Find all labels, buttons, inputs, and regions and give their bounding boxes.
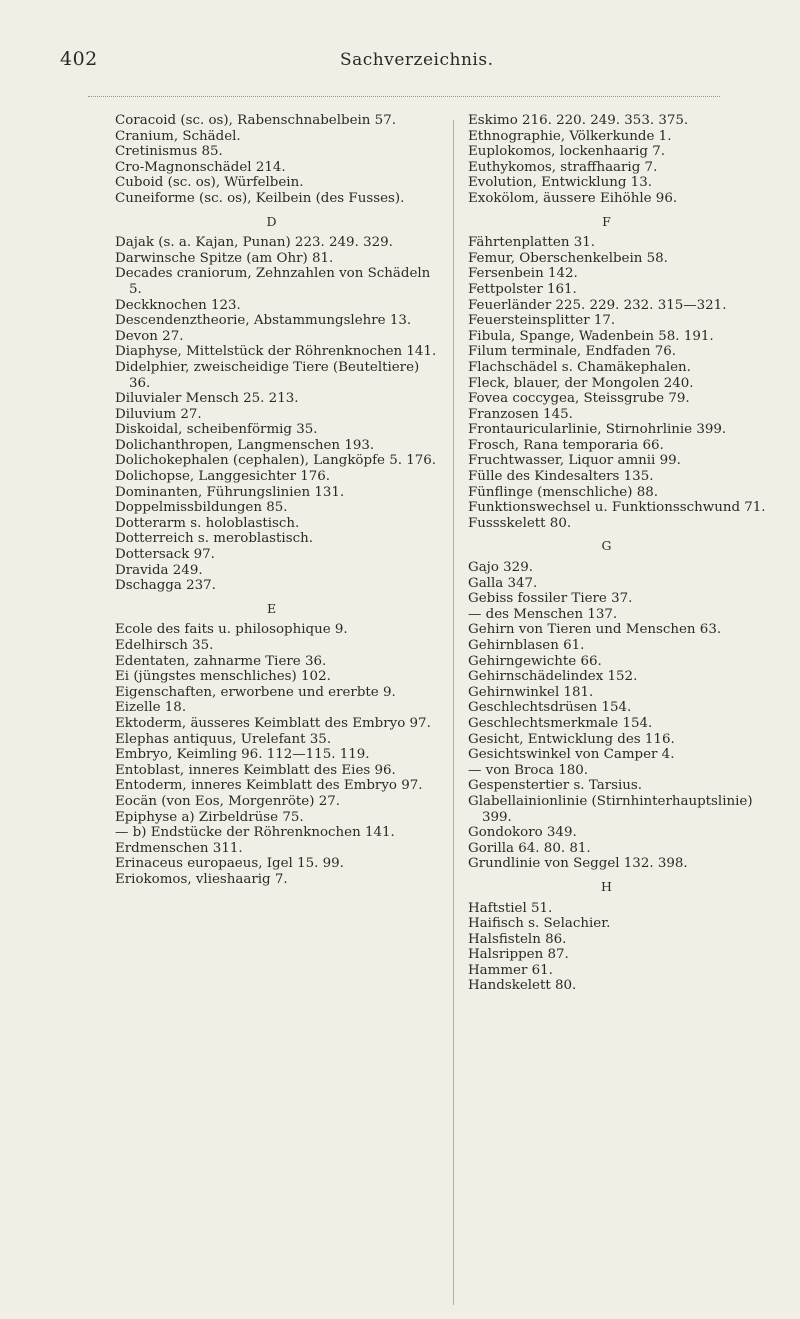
index-entry: Feuerländer 225. 229. 232. 315—321. xyxy=(468,297,727,313)
index-entry: Gehirnwinkel 181. xyxy=(468,684,594,700)
index-entry: Cretinismus 85. xyxy=(115,144,223,160)
index-entry: Cranium, Schädel. xyxy=(115,128,241,144)
left-column xyxy=(115,113,437,888)
entry-group xyxy=(115,235,437,594)
index-entry: Entoblast, inneres Keimblatt des Eies 96. xyxy=(115,762,396,778)
index-entry: Dottersack 97. xyxy=(115,547,215,563)
index-entry: Fleck, blauer, der Mongolen 240. xyxy=(468,375,694,391)
index-entry: Fussskelett 80. xyxy=(468,515,572,531)
index-entry: Geschlechtsmerkmale 154. xyxy=(468,715,653,731)
index-entry: Haftstiel 51. xyxy=(468,900,553,916)
index-entry: Darwinsche Spitze (am Ohr) 81. xyxy=(115,250,334,266)
index-entry: Doppelmissbildungen 85. xyxy=(115,500,288,516)
index-entry: Gehirn von Tieren und Menschen 63. xyxy=(468,622,722,638)
index-entry: Ektoderm, äusseres Keimblatt des Embryo 97. xyxy=(115,715,431,731)
index-entry: Cro-Magnonschädel 214. xyxy=(115,159,286,175)
index-entry: Cuboid (sc. os), Würfelbein. xyxy=(115,175,304,191)
index-entry: Coracoid (sc. os), Rabenschnabelbein 57. xyxy=(115,113,396,128)
index-entry: Hammer 61. xyxy=(468,962,553,978)
index-entry: Fülle des Kindesalters 135. xyxy=(468,469,654,485)
entry-group xyxy=(115,622,437,887)
index-entry: — b) Endstücke der Röhrenknochen 141. xyxy=(115,825,395,841)
index-entry: Handskelett 80. xyxy=(468,978,577,994)
index-entry: Grundlinie von Seggel 132. 398. xyxy=(468,856,688,872)
index-entry: Halsfisteln 86. xyxy=(468,931,567,947)
index-entry: Galla 347. xyxy=(468,575,538,591)
index-entry: Flachschädel s. Chamäkephalen. xyxy=(468,359,691,375)
index-entry: Halsrippen 87. xyxy=(468,947,569,963)
index-entry: Diluvialer Mensch 25. 213. xyxy=(115,391,299,407)
index-entry: Exokölom, äussere Eihöhle 96. xyxy=(468,190,678,206)
index-entry: Fettpolster 161. xyxy=(468,281,577,297)
index-entry: Descendenztheorie, Abstammungslehre 13. xyxy=(115,313,412,329)
index-entry: Feuersteinsplitter 17. xyxy=(468,313,616,329)
index-entry: Fersenbein 142. xyxy=(468,266,578,282)
index-entry: Ecole des faits u. philosophique 9. xyxy=(115,622,348,638)
index-entry: Edentaten, zahnarme Tiere 36. xyxy=(115,653,327,669)
index-entry: Fovea coccygea, Steissgrube 79. xyxy=(468,391,690,407)
entry-group xyxy=(468,113,786,207)
index-entry: Epiphyse a) Zirbeldrüse 75. xyxy=(115,809,304,825)
entry-group xyxy=(468,901,786,995)
index-entry: Diluvium 27. xyxy=(115,406,202,422)
index-entry: Dolichanthropen, Langmenschen 193. xyxy=(115,437,375,453)
entry-group xyxy=(468,235,786,531)
index-entry: Fruchtwasser, Liquor amnii 99. xyxy=(468,453,681,469)
index-entry: Glabellainionlinie (Stirnhinterhauptslinie) 399. xyxy=(468,793,753,825)
entry-group xyxy=(115,113,437,207)
index-entry: Dravida 249. xyxy=(115,562,203,578)
index-entry: Erdmenschen 311. xyxy=(115,840,243,856)
index-entry: Eizelle 18. xyxy=(115,700,187,716)
letter-heading-d: D xyxy=(266,213,278,229)
index-entry: Deckknochen 123. xyxy=(115,297,241,313)
index-entry: Devon 27. xyxy=(115,328,184,344)
index-entry: Femur, Oberschenkelbein 58. xyxy=(468,250,668,266)
index-entry: Dominanten, Führungslinien 131. xyxy=(115,484,345,500)
column-divider xyxy=(453,120,454,1305)
index-entry: Eskimo 216. 220. 249. 353. 375. xyxy=(468,113,689,128)
index-entry: Euthykomos, straffhaarig 7. xyxy=(468,159,658,175)
index-entry: Gondokoro 349. xyxy=(468,825,577,841)
index-entry: Haifisch s. Selachier. xyxy=(468,916,611,932)
index-entry: Funktionswechsel u. Funktionsschwund 71. xyxy=(468,500,766,516)
index-entry: Geschlechtsdrüsen 154. xyxy=(468,700,632,716)
index-entry: Ei (jüngstes menschliches) 102. xyxy=(115,669,331,685)
index-entry: Diskoidal, scheibenförmig 35. xyxy=(115,422,318,438)
index-entry: Fährtenplatten 31. xyxy=(468,235,596,251)
index-entry: Filum terminale, Endfaden 76. xyxy=(468,344,677,360)
index-entry: Gebiss fossiler Tiere 37. xyxy=(468,591,633,607)
letter-heading-f: F xyxy=(602,213,612,229)
index-entry: Gesichtswinkel von Camper 4. xyxy=(468,747,675,763)
index-entry: Gehirngewichte 66. xyxy=(468,653,602,669)
entry-group xyxy=(468,560,786,872)
index-entry: Frosch, Rana temporaria 66. xyxy=(468,437,664,453)
index-entry: — des Menschen 137. xyxy=(468,606,618,622)
page-number: 402 xyxy=(60,48,98,70)
index-entry: Fibula, Spange, Wadenbein 58. 191. xyxy=(468,328,714,344)
index-entry: Evolution, Entwicklung 13. xyxy=(468,175,652,191)
index-entry: Eriokomos, vlieshaarig 7. xyxy=(115,871,288,887)
index-entry: Elephas antiquus, Urelefant 35. xyxy=(115,731,332,747)
letter-heading-h: H xyxy=(601,878,613,894)
running-head: Sachverzeichnis. xyxy=(340,50,494,70)
index-entry: Edelhirsch 35. xyxy=(115,638,214,653)
letter-heading-g: G xyxy=(601,538,613,554)
index-entry: Eocän (von Eos, Morgenröte) 27. xyxy=(115,793,340,809)
right-column xyxy=(468,113,786,994)
index-entry: Diaphyse, Mittelstück der Röhrenknochen 141. xyxy=(115,344,437,360)
index-entry: Dotterarm s. holoblastisch. xyxy=(115,515,300,531)
index-entry: — von Broca 180. xyxy=(468,762,589,778)
index-entry: Gesicht, Entwicklung des 116. xyxy=(468,731,675,747)
header-rule xyxy=(88,96,720,97)
letter-heading-e: E xyxy=(266,600,278,616)
index-entry: Erinaceus europaeus, Igel 15. 99. xyxy=(115,856,344,872)
index-entry: Franzosen 145. xyxy=(468,406,573,422)
index-entry: Gespenstertier s. Tarsius. xyxy=(468,778,643,794)
index-entry: Embryo, Keimling 96. 112—115. 119. xyxy=(115,747,370,763)
index-entry: Gorilla 64. 80. 81. xyxy=(468,840,591,856)
index-entry: Frontauricularlinie, Stirnohrlinie 399. xyxy=(468,422,727,438)
index-entry: Dajak (s. a. Kajan, Punan) 223. 249. 329. xyxy=(115,235,393,251)
index-entry: Cuneiforme (sc. os), Keilbein (des Fusses). xyxy=(115,190,405,206)
index-entry: Decades craniorum, Zehnzahlen von Schädeln 5. xyxy=(115,266,431,297)
index-entry: Entoderm, inneres Keimblatt des Embryo 97. xyxy=(115,778,423,794)
index-entry: Dolichopse, Langgesichter 176. xyxy=(115,469,331,485)
index-entry: Fünflinge (menschliche) 88. xyxy=(468,484,658,500)
index-entry: Dotterreich s. meroblastisch. xyxy=(115,531,313,547)
index-entry: Euplokomos, lockenhaarig 7. xyxy=(468,144,666,160)
index-entry: Gehirnschädelindex 152. xyxy=(468,669,638,685)
index-entry: Ethnographie, Völkerkunde 1. xyxy=(468,128,672,144)
index-entry: Eigenschaften, erworbene und ererbte 9. xyxy=(115,684,396,700)
index-entry: Gehirnblasen 61. xyxy=(468,638,585,653)
index-entry: Gajo 329. xyxy=(468,560,533,576)
index-entry: Dolichokephalen (cephalen), Langköpfe 5. 176. xyxy=(115,453,437,469)
index-entry: Dschagga 237. xyxy=(115,578,216,594)
index-entry: Didelphier, zweischeidige Tiere (Beuteltiere) 36. xyxy=(115,359,420,391)
